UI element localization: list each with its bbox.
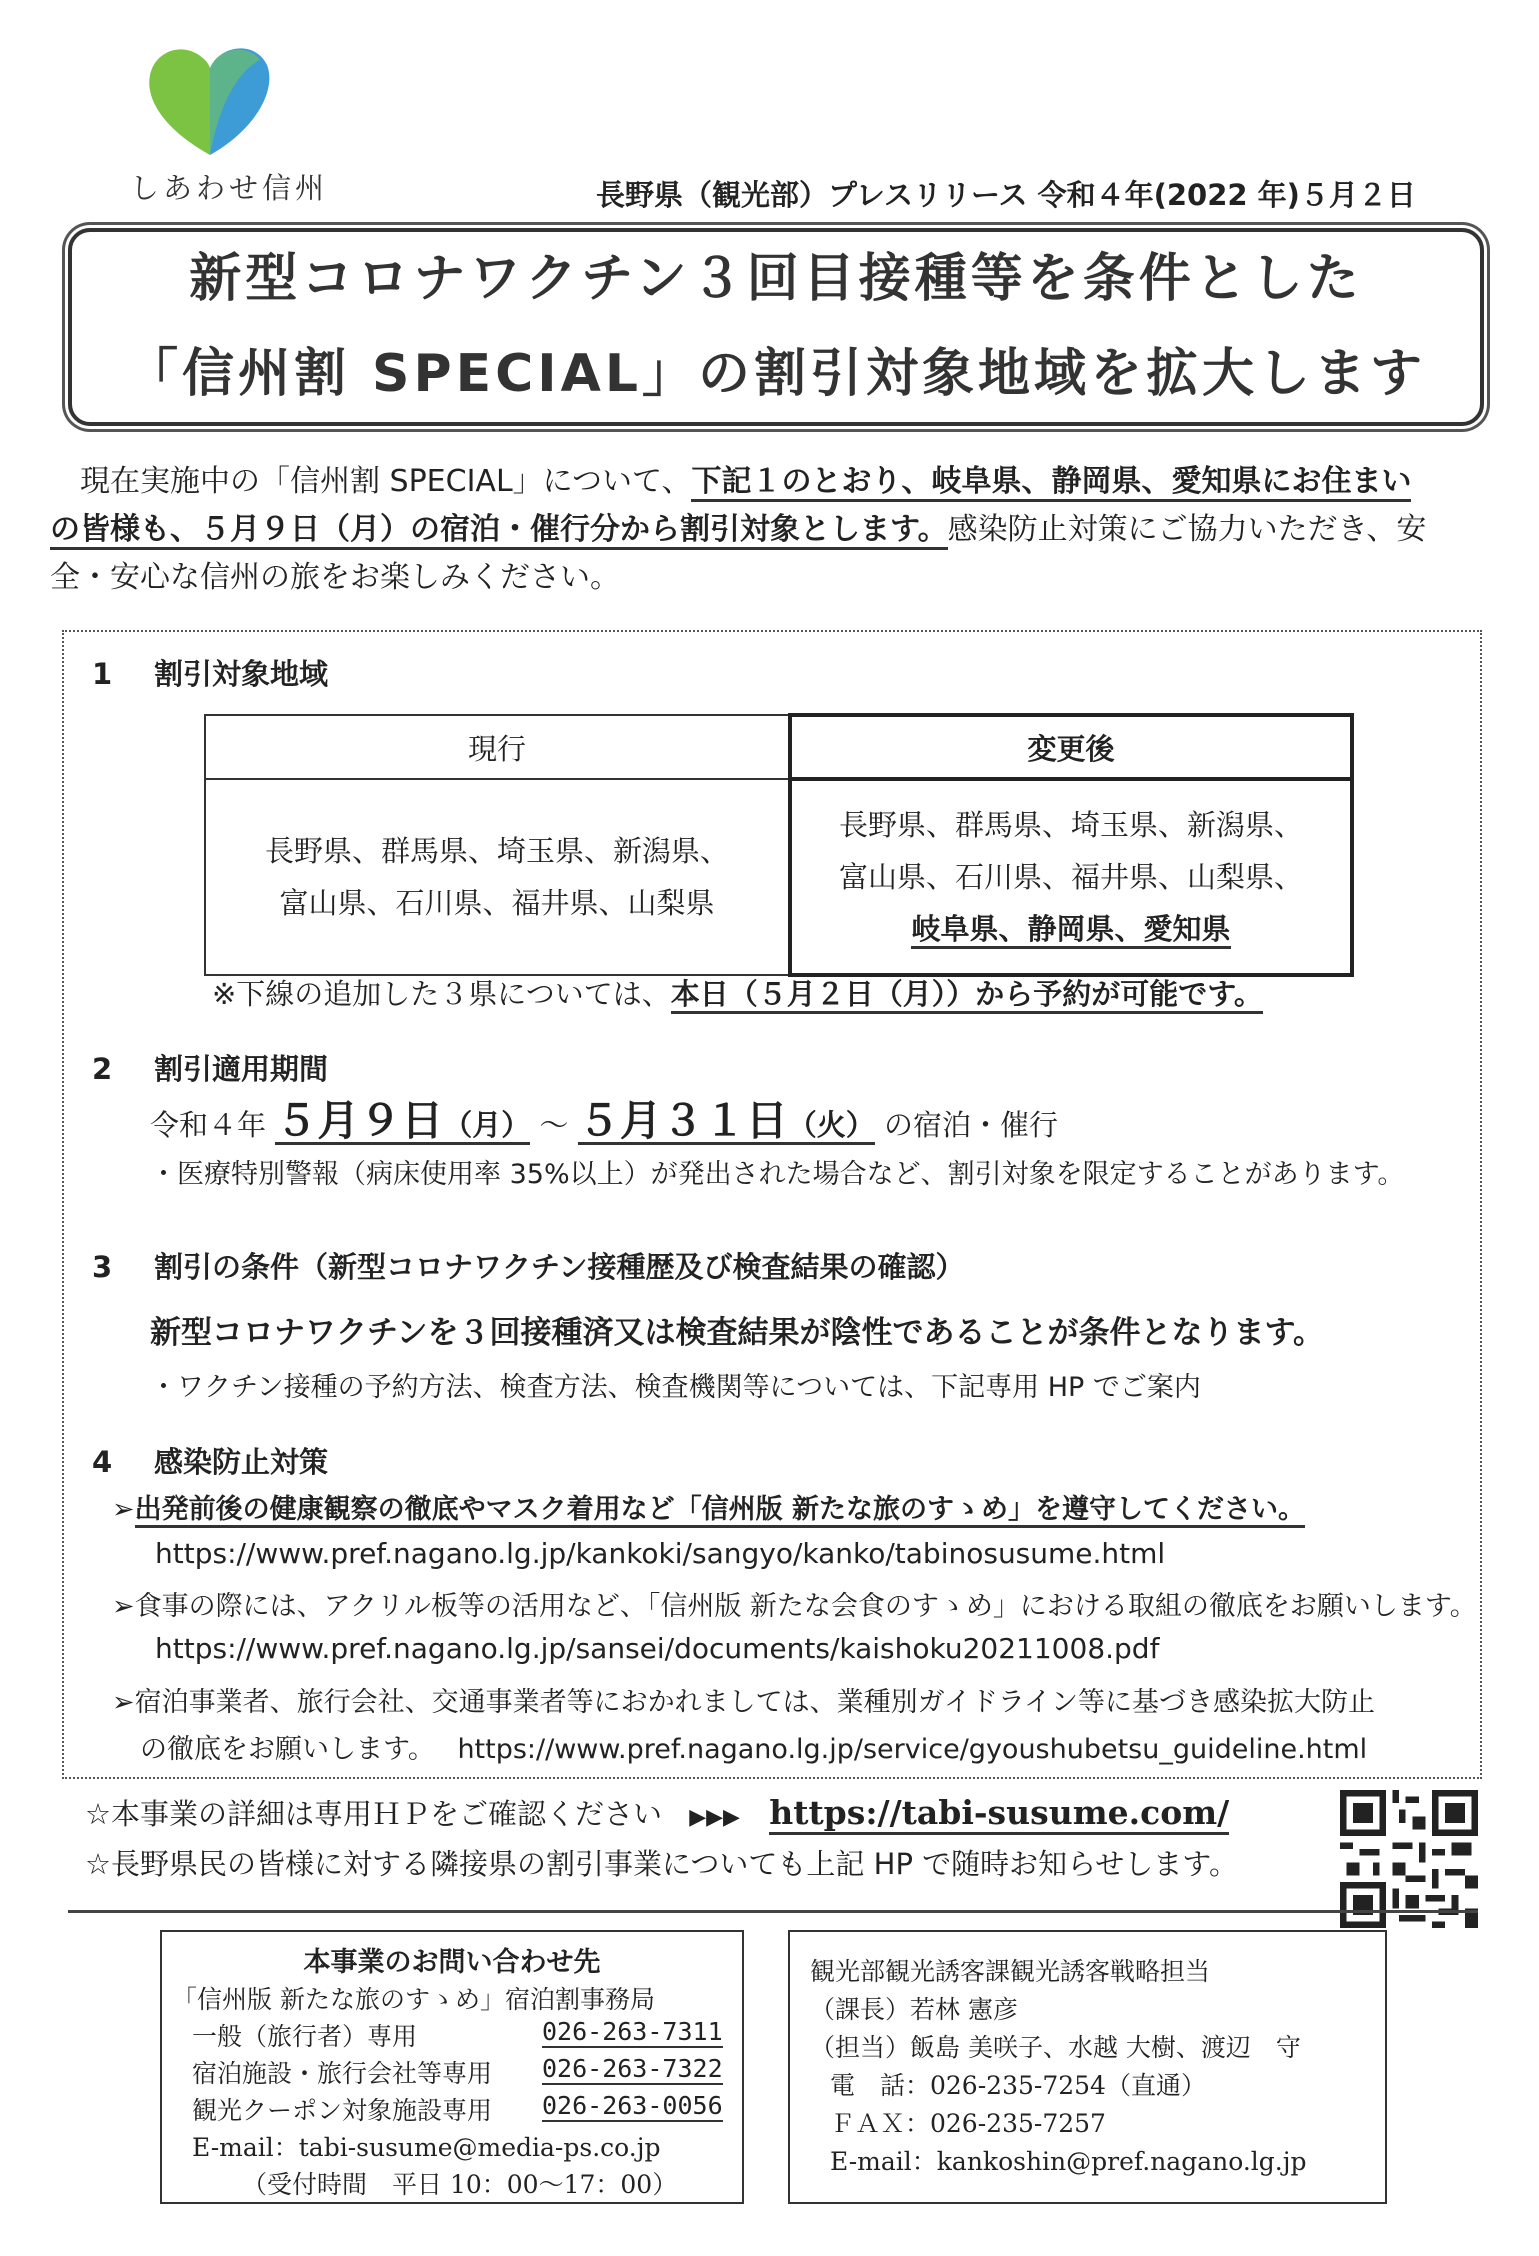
section-4-heading [92, 1440, 328, 1481]
col-after-label: 変更後 [1027, 731, 1115, 766]
after-regions-line: 長野県、群馬県、埼玉県、新潟県、 [838, 808, 1303, 842]
logo [130, 40, 330, 207]
start-date: ５月９日 [275, 1096, 444, 1145]
intro-text: 現在実施中の「信州割 SPECIAL」について、 [80, 464, 692, 499]
section-3-heading [92, 1245, 965, 1286]
hp-line-1: ☆本事業の詳細は専用ＨＰをご確認ください [85, 1797, 662, 1831]
inquiry-label: 一般（旅行者）専用 [192, 2022, 418, 2051]
note-highlight: 本日（５月２日（月））から予約が可能です。 [671, 977, 1263, 1014]
measure-2-text: 食事の際には、アクリル板等の活用など、「信州版 新たな会食のすゝめ」における取組の徹底をお願いします。 [134, 1591, 1477, 1622]
triple-arrow-icon: ▶▶▶ [689, 1805, 740, 1830]
tabi-susume-link[interactable]: https://tabi-susume.com/ [769, 1793, 1229, 1835]
heart-logo-icon [145, 40, 275, 160]
title-line-2: 「信州割 SPECIAL」の割引対象地域を拡大します [125, 344, 1427, 404]
region-comparison-table [204, 713, 1354, 977]
added-regions: 岐阜県、静岡県、愛知県 [911, 912, 1230, 949]
after-regions-cell [790, 779, 1352, 975]
period-suffix: の宿泊・催行 [883, 1108, 1058, 1142]
inquiry-hours: （受付時間 平日 10：00～17：00） [242, 2170, 678, 2199]
period-tilde: ～ [539, 1108, 569, 1142]
section-3-condition: 新型コロナワクチンを３回接種済又は検査結果が陰性であることが条件となります。 [150, 1315, 1324, 1351]
intro-paragraph [50, 458, 1480, 602]
arrow-bullet-icon: ➢ [112, 1687, 135, 1718]
section-number: 3 [92, 1250, 113, 1284]
section-title: 割引対象地域 [154, 657, 329, 691]
measure-1 [112, 1487, 1305, 1526]
department-email: E-mail：kankoshin@pref.nagano.lg.jp [830, 2147, 1307, 2176]
measure-2 [112, 1584, 1477, 1623]
phone-number: 026-263-7322 [542, 2054, 723, 2083]
arrow-bullet-icon: ➢ [112, 1494, 135, 1525]
section-3-note: ・ワクチン接種の予約方法、検査方法、検査機関等については、下記専用 HP でご案内 [150, 1372, 1201, 1403]
tabinosusume-link[interactable]: https://www.pref.nagano.lg.jp/kankoki/sangyo/kanko/tabinosusume.html [155, 1537, 1166, 1570]
period-prefix: 令和４年 [150, 1108, 267, 1142]
end-date: ５月３１日 [577, 1096, 788, 1145]
inquiry-email: E-mail：tabi-susume@media-ps.co.jp [192, 2133, 661, 2162]
inquiry-label: 観光クーポン対象施設専用 [192, 2096, 493, 2125]
section-number: 1 [92, 657, 113, 691]
col-current-header: 現行 [205, 715, 790, 779]
measure-3 [112, 1680, 1375, 1719]
current-regions-line: 長野県、群馬県、埼玉県、新潟県、 [264, 834, 729, 868]
section-title: 感染防止対策 [154, 1445, 329, 1479]
section-1-heading [92, 652, 328, 693]
hp-line-2: ☆長野県民の皆様に対する隣接県の割引事業についても上記 HP で随時お知らせします。 [85, 1847, 1238, 1881]
phone-number: 026-263-0056 [542, 2091, 723, 2120]
phone-number: 026-263-7311 [542, 2017, 723, 2046]
kaishoku-link[interactable]: https://www.pref.nagano.lg.jp/sansei/documents/kaishoku20211008.pdf [155, 1632, 1160, 1665]
measure-3-text: 宿泊事業者、旅行会社、交通事業者等におかれましては、業種別ガイドライン等に基づき感染拡大防止 [134, 1687, 1376, 1718]
arrow-bullet-icon: ➢ [112, 1591, 135, 1622]
section-number: 4 [92, 1445, 113, 1479]
measure-1-text: 出発前後の健康観察の徹底やマスク着用など「信州版 新たな旅のすゝめ」を遵守してください。 [135, 1494, 1305, 1528]
inquiry-row-3 [192, 2091, 723, 2127]
current-regions-cell [205, 779, 790, 975]
col-after-header [790, 715, 1352, 779]
intro-highlight: の皆様も、５月９日（月）の宿泊・催行分から割引対象とします。 [50, 512, 948, 550]
department-tel: 電 話：026-235-7254（直通） [830, 2071, 1206, 2100]
press-release-header: 長野県（観光部）プレスリリース 令和４年(2022 年)５月２日 [596, 178, 1416, 212]
hp-info [85, 1792, 1238, 1883]
section-2-note: ・医療特別警報（病床使用率 35%以上）が発出された場合など、割引対象を限定することがあります。 [150, 1159, 1405, 1190]
after-regions-line: 富山県、石川県、福井県、山梨県、 [838, 860, 1303, 894]
qr-code[interactable] [1340, 1790, 1478, 1928]
title-line-1: 新型コロナワクチン３回目接種等を条件とした [189, 249, 1363, 309]
department-name: 観光部観光誘客課観光誘客戦略担当 [810, 1957, 1211, 1986]
section-2-heading [92, 1047, 328, 1088]
measure-3-cont [140, 1727, 1367, 1766]
inquiry-row-1 [192, 2017, 723, 2053]
logo-text: しあわせ信州 [130, 171, 329, 205]
start-weekday: （月） [443, 1108, 531, 1142]
current-regions-line: 富山県、石川県、福井県、山梨県 [279, 886, 715, 920]
end-weekday: （火） [787, 1108, 875, 1142]
intro-text: 感染防止対策にご協力いただき、安 [947, 512, 1427, 547]
inquiry-box [160, 1930, 744, 2204]
inquiry-title: 本事業のお問い合わせ先 [303, 1947, 601, 1978]
section-title: 割引適用期間 [154, 1052, 329, 1086]
divider [68, 1910, 1478, 1913]
period-line [150, 1088, 1058, 1148]
title-box [68, 228, 1484, 426]
section-number: 2 [92, 1052, 113, 1086]
department-fax: ＦＡＸ：026-235-7257 [830, 2109, 1106, 2138]
section-title: 割引の条件（新型コロナワクチン接種歴及び検査結果の確認） [154, 1250, 965, 1284]
guideline-link[interactable]: https://www.pref.nagano.lg.jp/service/gyoushubetsu_guideline.html [457, 1734, 1368, 1765]
note-text: ※下線の追加した３県については、 [212, 977, 671, 1011]
measure-3-text: の徹底をお願いします。 [140, 1734, 435, 1765]
inquiry-label: 宿泊施設・旅行会社等専用 [192, 2059, 493, 2088]
inquiry-row-2 [192, 2054, 723, 2090]
department-staff: （担当）飯島 美咲子、水越 大樹、渡辺 守 [810, 2033, 1301, 2062]
section-1-note [212, 972, 1263, 1013]
department-contact-box [788, 1930, 1387, 2204]
intro-highlight: 下記１のとおり、岐阜県、静岡県、愛知県にお住まい [691, 464, 1411, 502]
inquiry-office: 「信州版 新たな旅のすゝめ」宿泊割事務局 [172, 1985, 655, 2014]
intro-text: 全・安心な信州の旅をお楽しみください。 [50, 560, 620, 595]
department-chief: （課長）若林 憲彦 [810, 1995, 1018, 2024]
